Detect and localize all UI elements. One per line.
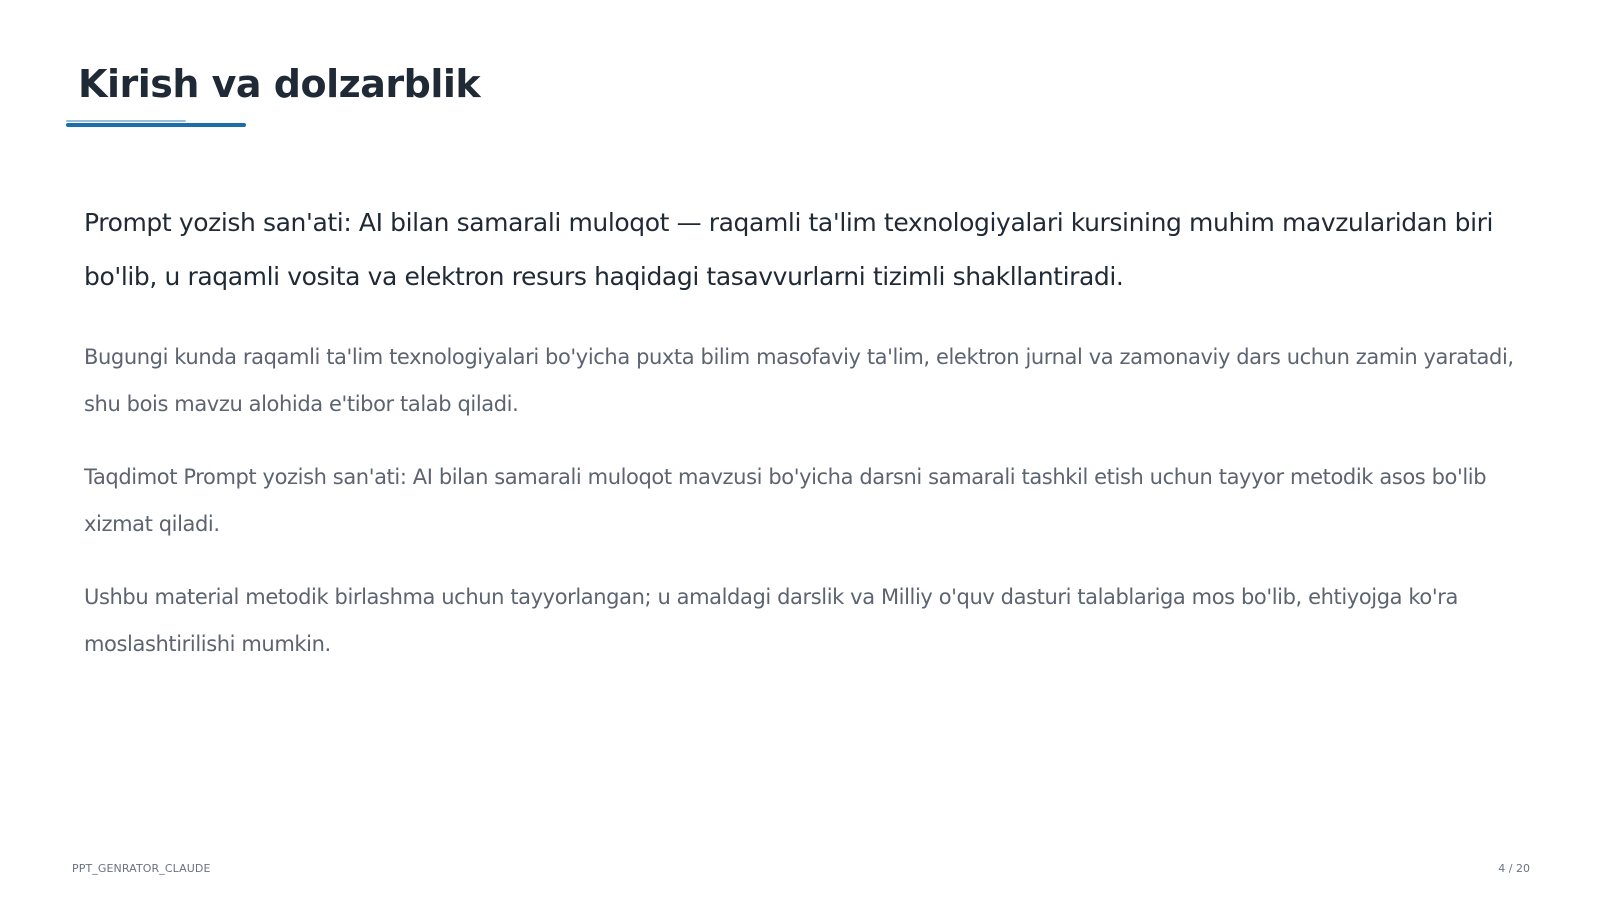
body-paragraph-1: Bugungi kunda raqamli ta'lim texnologiyalari bo'yicha puxta bilim masofaviy ta'lim, elektron jurnal va zamonaviy dars uchun zamin yaratadi, shu bois mavzu alohida e'tibor talab qiladi. — [84, 345, 1514, 416]
footer-source: PPT_GENRATOR_CLAUDE — [72, 862, 211, 875]
page-counter: 4 / 20 — [1498, 862, 1530, 875]
slide-title: Kirish va dolzarblik — [78, 62, 481, 106]
lead-paragraph: Prompt yozish san'ati: AI bilan samarali muloqot — raqamli ta'lim texnologiyalari kursining muhim mavzularidan biri bo'lib, u raqamli vosita va elektron resurs haqidagi tasavvurlarni tizimli shakllantiradi. — [84, 208, 1494, 291]
body-paragraph-2: Taqdimot Prompt yozish san'ati: AI bilan samarali muloqot mavzusi bo'yicha darsni samarali tashkil etish uchun tayyor metodik asos bo'lib xizmat qiladi. — [84, 465, 1487, 536]
slide-content — [84, 196, 1524, 694]
body-paragraph-3: Ushbu material metodik birlashma uchun tayyorlangan; u amaldagi darslik va Milliy o'quv dasturi talablariga mos bo'lib, ehtiyojga ko'ra moslashtirilishi mumkin. — [84, 585, 1458, 656]
title-underline — [66, 123, 246, 127]
title-underline-accent — [66, 120, 186, 122]
